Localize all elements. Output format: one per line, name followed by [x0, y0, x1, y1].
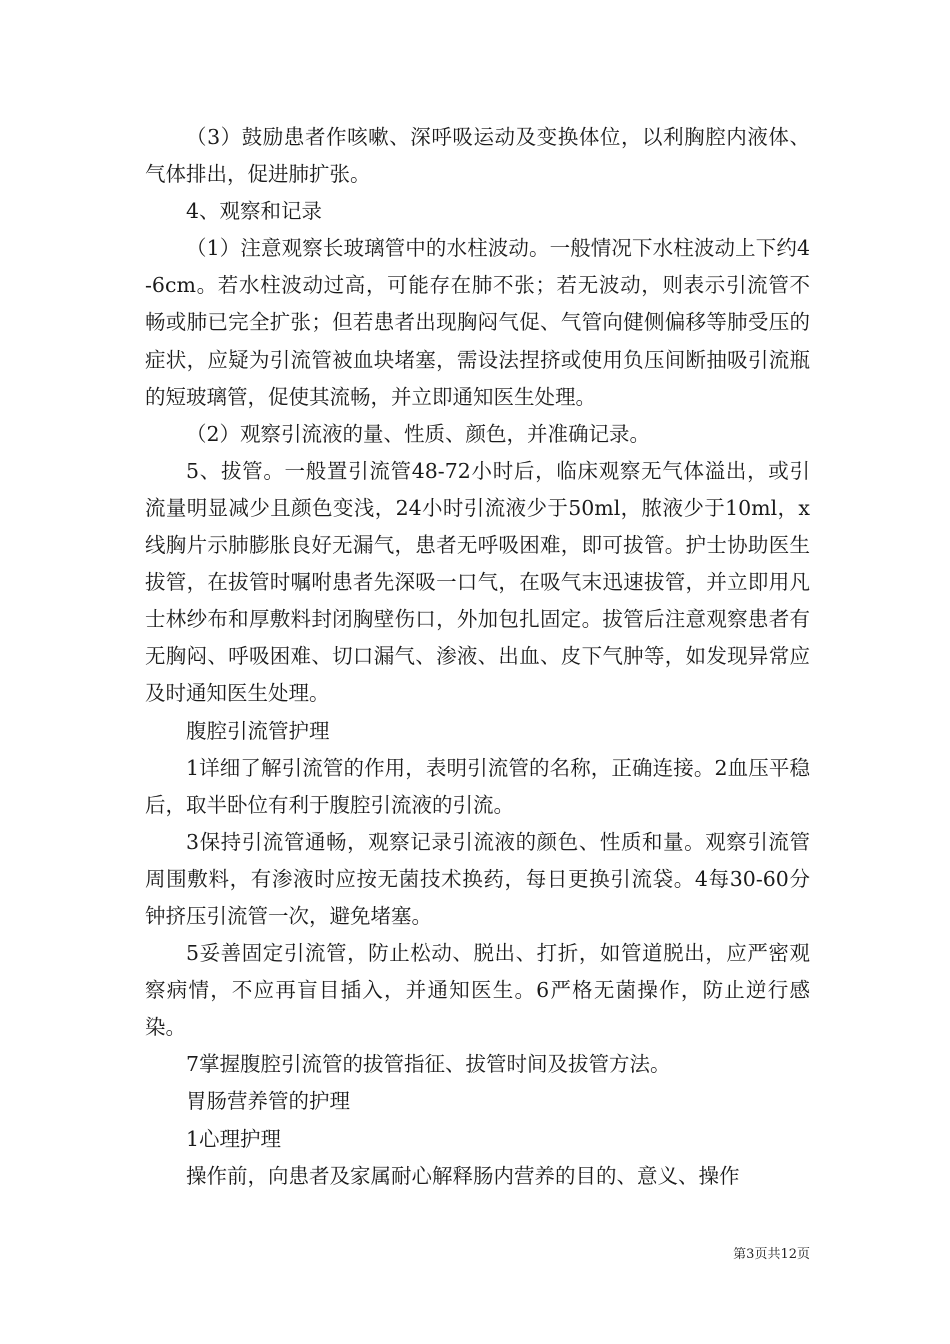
heading-abdominal-drainage: 腹腔引流管护理 [186, 718, 330, 743]
paragraph-abdominal-5: 5妥善固定引流管，防止松动、脱出、打折，如管道脱出，应严密观察病情，不应再盲目插入，并通知医生。6严格无菌操作，防止逆行感染。 [145, 941, 810, 1040]
heading-enteral-tube: 胃肠营养管的护理 [186, 1089, 350, 1114]
paragraph-abdominal-3: 3保持引流管通畅，观察记录引流液的颜色、性质和量。观察引流管周围敷料，有渗液时应按无菌技术换药，每日更换引流袋。4每30-60分钟挤压引流管一次，避免堵塞。 [145, 829, 810, 928]
document-body [145, 119, 810, 1195]
paragraph-drainage-fluid: （2）观察引流液的量、性质、颜色，并准确记录。 [186, 421, 651, 446]
paragraph-water-column: （1）注意观察长玻璃管中的水柱波动。一般情况下水柱波动上下约4-6cm。若水柱波动过高，可能存在肺不张；若无波动，则表示引流管不畅或肺已完全扩张；但若患者出现胸闷气促、气管向健侧偏移等肺受压的症状，应疑为引流管被血块堵塞，需设法捏挤或使用负压间断抽吸引流瓶的短玻璃管，促使其流畅，并立即通知医生处理。 [145, 236, 810, 409]
paragraph-extubation: 5、拔管。一般置引流管48-72小时后，临床观察无气体溢出，或引流量明显减少且颜色变浅，24小时引流液少于50ml，脓液少于10ml，x线胸片示肺膨胀良好无漏气，患者无呼吸困难，即可拔管。护士协助医生拔管，在拔管时嘱咐患者先深吸一口气，在吸气末迅速拔管，并立即用凡士林纱布和厚敷料封闭胸壁伤口，外加包扎固定。拔管后注意观察患者有无胸闷、呼吸困难、切口漏气、渗液、出血、皮下气肿等，如发现异常应及时通知医生处理。 [145, 458, 810, 706]
heading-psych-care: 1心理护理 [186, 1126, 282, 1151]
page-number: 第3页共12页 [733, 1247, 810, 1262]
paragraph-abdominal-7: 7掌握腹腔引流管的拔管指征、拔管时间及拔管方法。 [186, 1052, 671, 1077]
paragraph-pre-operation: 操作前，向患者及家属耐心解释肠内营养的目的、意义、操作 [186, 1163, 740, 1188]
paragraph-abdominal-1: 1详细了解引流管的作用，表明引流管的名称，正确连接。2血压平稳后，取半卧位有利于腹腔引流液的引流。 [145, 755, 810, 817]
heading-observe-record: 4、观察和记录 [186, 199, 323, 224]
paragraph-encourage-cough: （3）鼓励患者作咳嗽、深呼吸运动及变换体位，以利胸腔内液体、气体排出，促进肺扩张。 [145, 125, 810, 187]
